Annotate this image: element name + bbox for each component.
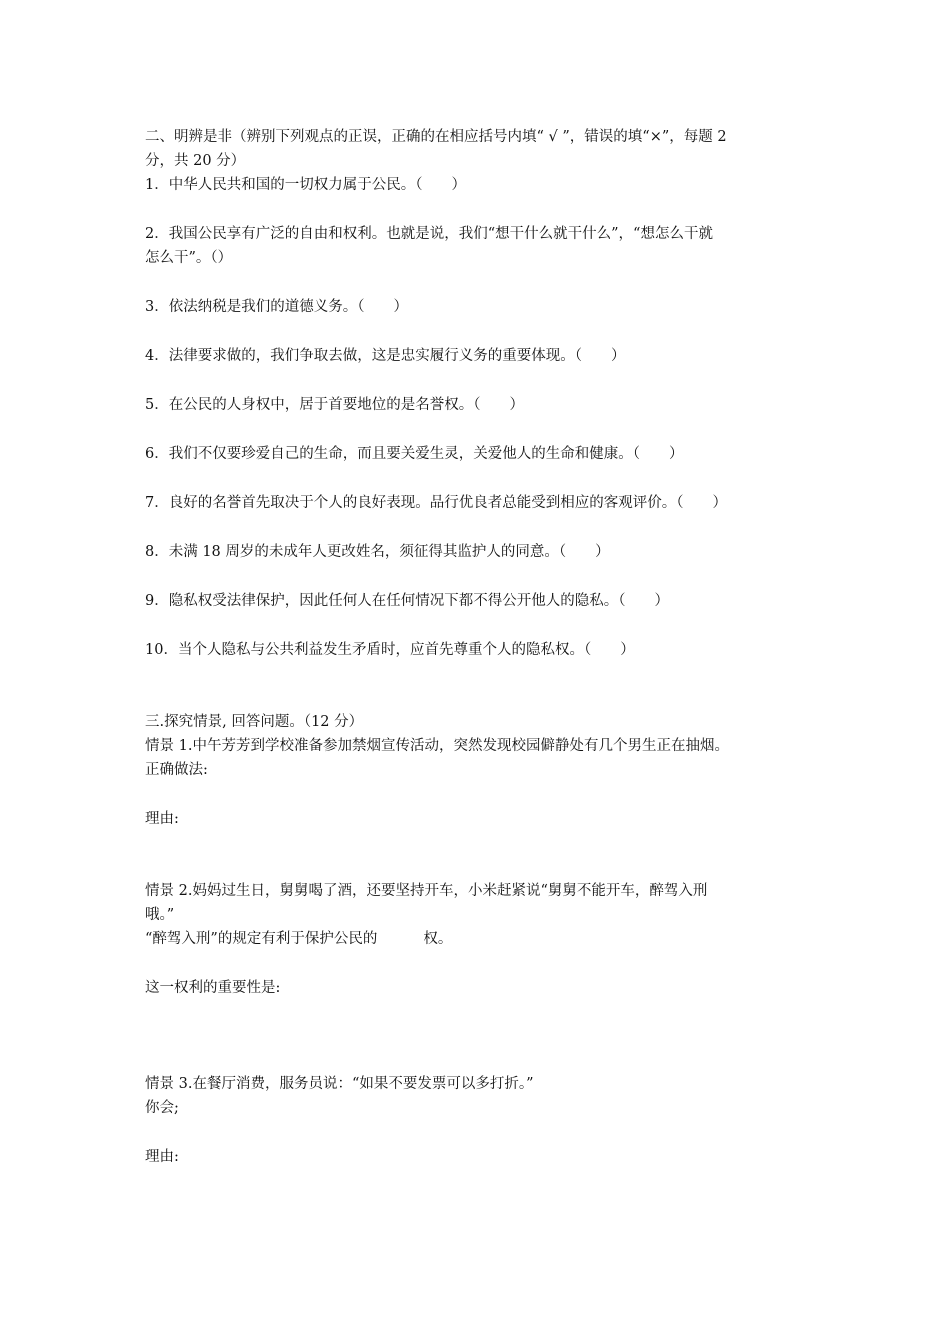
scene3-prompt-you-would: 你会; bbox=[145, 1100, 179, 1116]
scene1-text: 情景 1.中午芳芳到学校准备参加禁烟宣传活动，突然发现校园僻静处有几个男生正在抽烟。 bbox=[145, 738, 729, 754]
section2-heading-line1: 二、明辨是非（辨别下列观点的正误，正确的在相应括号内填“ √ ”，错误的填“×”，每题 2 bbox=[145, 129, 727, 145]
question-10: 10．当个人隐私与公共利益发生矛盾时，应首先尊重个人的隐私权。（ ） bbox=[145, 642, 635, 658]
question-5: 5．在公民的人身权中，居于首要地位的是名誉权。（ ） bbox=[145, 397, 524, 413]
scene1-prompt-correct-action: 正确做法: bbox=[145, 762, 208, 778]
section3-heading: 三.探究情景, 回答问题。（12 分） bbox=[145, 714, 364, 730]
scene2-question bbox=[145, 927, 810, 951]
scene2-text-line1: 情景 2.妈妈过生日，舅舅喝了酒，还要坚持开车，小米赶紧说“舅舅不能开车，醉驾入刑 bbox=[145, 883, 708, 899]
question-2-line2: 怎么干”。（） bbox=[145, 250, 233, 266]
question-3: 3．依法纳税是我们的道德义务。（ ） bbox=[145, 299, 408, 315]
scene2-question-after: 权。 bbox=[423, 931, 453, 947]
question-1: 1．中华人民共和国的一切权力属于公民。（ ） bbox=[145, 177, 466, 193]
scene2-question-before: “醉驾入刑”的规定有利于保护公民的 bbox=[145, 931, 378, 947]
question-2-line1: 2．我国公民享有广泛的自由和权利。也就是说，我们“想干什么就干什么”，“想怎么干就 bbox=[145, 226, 713, 242]
scene1-prompt-reason: 理由: bbox=[145, 811, 179, 827]
question-8: 8．未满 18 周岁的未成年人更改姓名，须征得其监护人的同意。（ ） bbox=[145, 544, 610, 560]
scene3-prompt-reason: 理由: bbox=[145, 1149, 179, 1165]
question-4: 4．法律要求做的，我们争取去做，这是忠实履行义务的重要体现。（ ） bbox=[145, 348, 626, 364]
question-6: 6．我们不仅要珍爱自己的生命，而且要关爱生灵，关爱他人的生命和健康。（ ） bbox=[145, 446, 684, 462]
document-page bbox=[145, 125, 810, 1169]
question-7: 7．良好的名誉首先取决于个人的良好表现。品行优良者总能受到相应的客观评价。（ ） bbox=[145, 495, 727, 511]
scene2-text-line2: 哦。” bbox=[145, 907, 175, 923]
section2-heading-line2: 分，共 20 分） bbox=[145, 153, 246, 169]
question-9: 9．隐私权受法律保护，因此任何人在任何情况下都不得公开他人的隐私。（ ） bbox=[145, 593, 669, 609]
scene3-text: 情景 3.在餐厅消费，服务员说：“如果不要发票可以多打折。” bbox=[145, 1076, 534, 1092]
scene2-prompt-importance: 这一权利的重要性是: bbox=[145, 980, 281, 996]
